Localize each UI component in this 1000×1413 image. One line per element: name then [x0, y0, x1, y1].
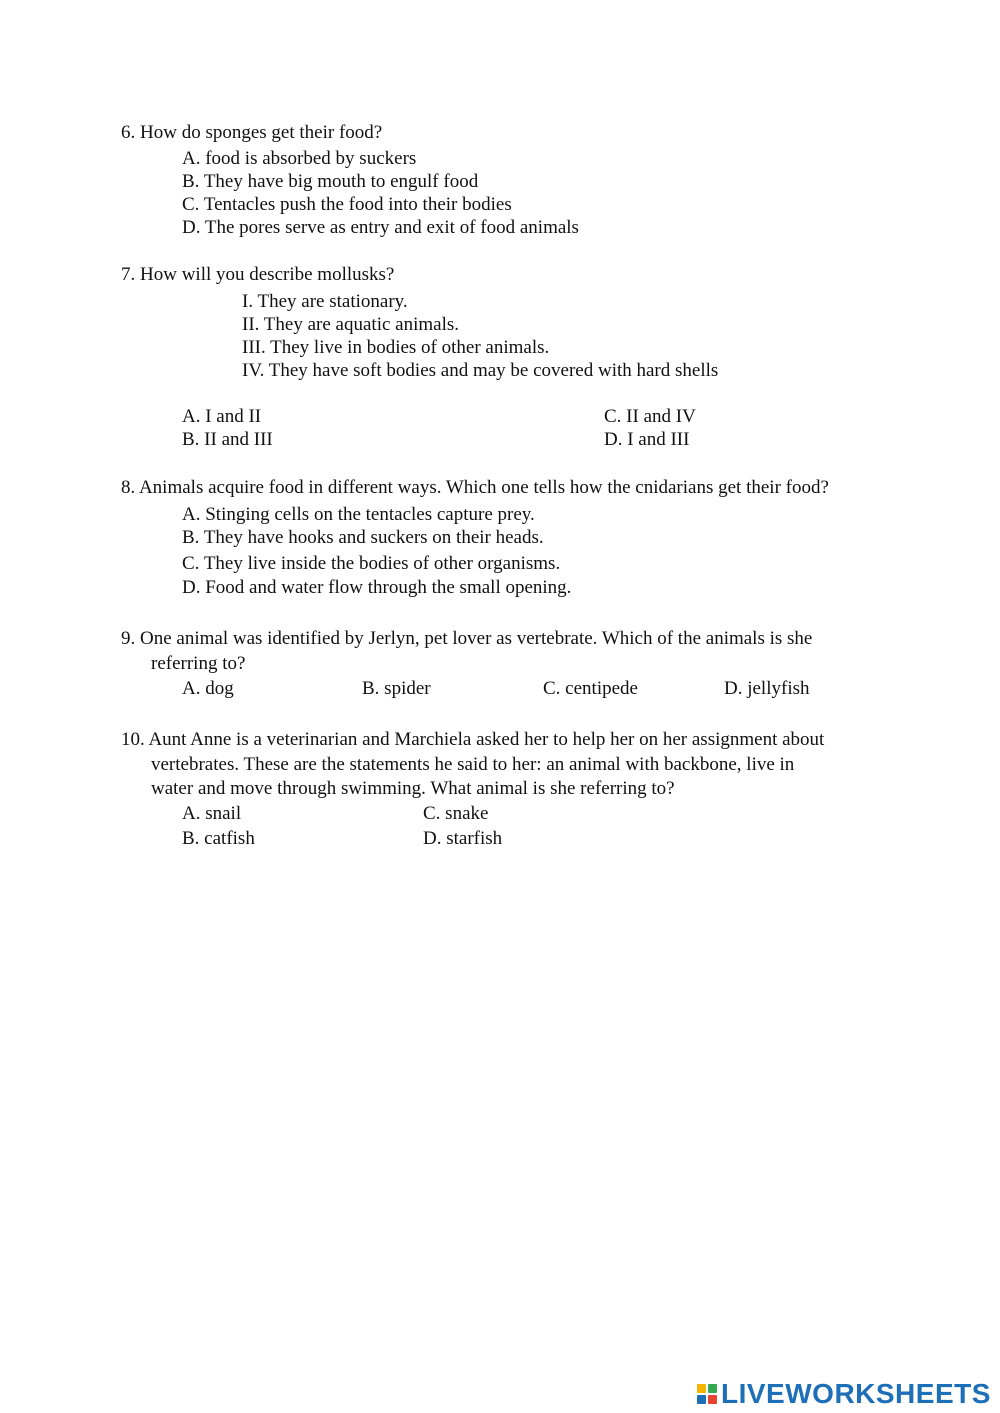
- logo-block-blue: [697, 1395, 706, 1404]
- question-9-stem-line-1: 9. One animal was identified by Jerlyn, pet lover as vertebrate. Which of the animals is she: [121, 628, 813, 649]
- logo-block-red: [708, 1395, 717, 1404]
- logo-block-yellow: [697, 1384, 706, 1393]
- question-7-option-d[interactable]: D. I and III: [604, 429, 690, 450]
- logo-mark-icon: [697, 1384, 717, 1404]
- question-6-stem: 6. How do sponges get their food?: [121, 122, 383, 143]
- question-9-option-d[interactable]: D. jellyfish: [724, 678, 810, 699]
- question-8-option-b[interactable]: B. They have hooks and suckers on their heads.: [182, 527, 544, 548]
- liveworksheets-logo: [697, 1380, 991, 1408]
- question-10-option-c[interactable]: C. snake: [423, 803, 489, 824]
- question-10-stem-line-1: 10. Aunt Anne is a veterinarian and Marchiela asked her to help her on her assignment about: [121, 729, 825, 750]
- question-8-option-c[interactable]: C. They live inside the bodies of other organisms.: [182, 553, 561, 574]
- question-10-option-b[interactable]: B. catfish: [182, 828, 255, 849]
- question-9-option-c[interactable]: C. centipede: [543, 678, 638, 699]
- question-8-option-d[interactable]: D. Food and water flow through the small opening.: [182, 577, 572, 598]
- question-6-option-b[interactable]: B. They have big mouth to engulf food: [182, 171, 479, 192]
- question-7-statement-4: IV. They have soft bodies and may be covered with hard shells: [242, 360, 719, 381]
- question-10-stem-line-3: water and move through swimming. What animal is she referring to?: [151, 778, 675, 799]
- question-6-option-c[interactable]: C. Tentacles push the food into their bodies: [182, 194, 512, 215]
- question-7-option-b[interactable]: B. II and III: [182, 429, 273, 450]
- question-8-option-a[interactable]: A. Stinging cells on the tentacles capture prey.: [182, 504, 535, 525]
- question-9-option-a[interactable]: A. dog: [182, 678, 234, 699]
- question-8-stem: 8. Animals acquire food in different ways. Which one tells how the cnidarians get their food?: [121, 477, 829, 498]
- question-7-option-c[interactable]: C. II and IV: [604, 406, 696, 427]
- question-7-statement-1: I. They are stationary.: [242, 291, 408, 312]
- question-9-option-b[interactable]: B. spider: [362, 678, 431, 699]
- logo-text: LIVEWORKSHEETS: [721, 1378, 991, 1409]
- question-7-option-a[interactable]: A. I and II: [182, 406, 262, 427]
- question-7-stem: 7. How will you describe mollusks?: [121, 264, 395, 285]
- question-10-option-d[interactable]: D. starfish: [423, 828, 503, 849]
- question-6-option-a[interactable]: A. food is absorbed by suckers: [182, 148, 417, 169]
- question-7-statement-2: II. They are aquatic animals.: [242, 314, 459, 335]
- question-9-stem-line-2: referring to?: [151, 653, 246, 674]
- question-10-option-a[interactable]: A. snail: [182, 803, 242, 824]
- question-10-stem-line-2: vertebrates. These are the statements he said to her: an animal with backbone, live in: [151, 754, 795, 775]
- question-6-option-d[interactable]: D. The pores serve as entry and exit of food animals: [182, 217, 579, 238]
- logo-block-green: [708, 1384, 717, 1393]
- question-7-statement-3: III. They live in bodies of other animals.: [242, 337, 550, 358]
